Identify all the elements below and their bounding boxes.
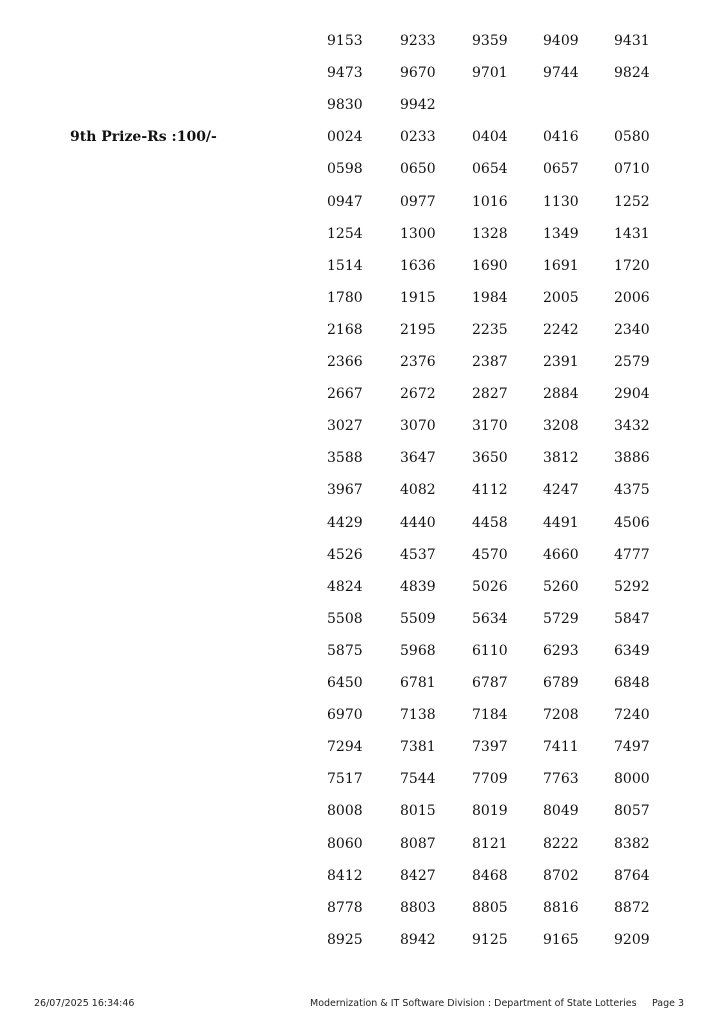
ticket-number: 1780 <box>327 289 363 306</box>
ticket-number: 1691 <box>543 257 579 274</box>
ticket-number: 5875 <box>327 642 363 659</box>
ticket-number: 7208 <box>543 707 579 724</box>
ticket-number: 8008 <box>327 803 363 820</box>
number-row <box>0 768 724 800</box>
ticket-number: 2579 <box>614 354 650 370</box>
number-row <box>0 415 724 447</box>
ticket-number: 8816 <box>543 899 579 916</box>
ticket-number: 5634 <box>472 610 508 627</box>
ticket-number: 0654 <box>472 161 508 178</box>
ticket-number: 3588 <box>327 450 363 467</box>
ticket-number: 9744 <box>543 65 579 82</box>
ticket-number: 7294 <box>327 739 363 756</box>
number-row <box>0 255 724 287</box>
ticket-number: 8702 <box>543 867 579 884</box>
number-row <box>0 704 724 736</box>
ticket-number: 6789 <box>543 675 579 691</box>
ticket-number: 3170 <box>472 418 508 435</box>
ticket-number: 0580 <box>614 129 650 146</box>
ticket-number: 8803 <box>400 899 436 916</box>
number-row <box>0 640 724 672</box>
number-row <box>0 383 724 415</box>
footer-page-number: Page 3 <box>652 998 685 1009</box>
number-row <box>0 94 724 126</box>
number-row <box>0 351 724 383</box>
number-row <box>0 512 724 544</box>
ticket-number: 4777 <box>614 546 650 563</box>
number-row <box>0 865 724 897</box>
ticket-number: 8412 <box>327 867 363 884</box>
ticket-number: 1300 <box>400 225 436 242</box>
ticket-number: 4458 <box>472 514 508 531</box>
ticket-number: 8019 <box>472 803 508 820</box>
number-row <box>0 191 724 223</box>
number-row <box>0 672 724 704</box>
ticket-number: 8778 <box>327 899 363 916</box>
number-row <box>0 447 724 479</box>
ticket-number: 6787 <box>472 675 508 691</box>
ticket-number: 8121 <box>472 835 508 852</box>
ticket-number: 0404 <box>472 129 508 146</box>
ticket-number: 9431 <box>614 33 650 49</box>
ticket-number: 3967 <box>327 482 363 499</box>
ticket-number: 3647 <box>400 450 436 467</box>
ticket-number: 6293 <box>543 642 579 659</box>
ticket-number: 7411 <box>543 739 579 756</box>
ticket-number: 9153 <box>327 33 363 49</box>
number-row <box>0 319 724 351</box>
ticket-number: 2366 <box>327 354 363 370</box>
ticket-number: 2884 <box>543 386 579 403</box>
number-row <box>0 800 724 832</box>
number-row <box>0 833 724 865</box>
ticket-number: 4506 <box>614 514 650 531</box>
ticket-number: 4491 <box>543 514 579 531</box>
ticket-number: 7517 <box>327 771 363 788</box>
ticket-number: 5847 <box>614 610 650 627</box>
ticket-number: 4375 <box>614 482 650 499</box>
ticket-number: 2672 <box>400 386 436 403</box>
ticket-number: 8764 <box>614 867 650 884</box>
ticket-number: 2005 <box>543 289 579 306</box>
ticket-number: 3886 <box>614 450 650 467</box>
ticket-number: 0977 <box>400 193 436 210</box>
ticket-number: 4660 <box>543 546 579 563</box>
number-row <box>0 736 724 768</box>
ticket-number: 1514 <box>327 257 363 274</box>
ticket-number: 8942 <box>400 931 436 948</box>
ticket-number: 8015 <box>400 803 436 820</box>
ticket-number: 2904 <box>614 386 650 403</box>
ticket-number: 1915 <box>400 289 436 306</box>
ticket-number: 1349 <box>543 225 579 242</box>
ticket-number: 7544 <box>400 771 436 788</box>
ticket-number: 8805 <box>472 899 508 916</box>
ticket-number: 9830 <box>327 97 363 114</box>
ticket-number: 2667 <box>327 386 363 403</box>
ticket-number: 5968 <box>400 642 436 659</box>
ticket-number: 4824 <box>327 578 363 595</box>
ticket-number: 5509 <box>400 610 436 627</box>
number-row <box>0 608 724 640</box>
number-row <box>0 287 724 319</box>
ticket-number: 8382 <box>614 835 650 852</box>
footer-datetime: 26/07/2025 16:34:46 <box>34 998 135 1009</box>
ticket-number: 1636 <box>400 257 436 274</box>
ticket-number: 1984 <box>472 289 508 306</box>
number-row <box>0 929 724 961</box>
ticket-number: 1254 <box>327 225 363 242</box>
ticket-number: 2168 <box>327 321 363 338</box>
ticket-number: 8087 <box>400 835 436 852</box>
ticket-number: 1252 <box>614 193 650 210</box>
ticket-number: 0416 <box>543 129 579 146</box>
ticket-number: 8000 <box>614 771 650 788</box>
ticket-number: 1130 <box>543 193 579 210</box>
ticket-number: 6848 <box>614 675 650 691</box>
number-row <box>0 30 724 62</box>
ticket-number: 0598 <box>327 161 363 178</box>
ticket-number: 2827 <box>472 386 508 403</box>
ticket-number: 2242 <box>543 321 579 338</box>
ticket-number: 1720 <box>614 257 650 274</box>
ticket-number: 3812 <box>543 450 579 467</box>
ticket-number: 0947 <box>327 193 363 210</box>
ticket-number: 5292 <box>614 578 650 595</box>
ticket-number: 0650 <box>400 161 436 178</box>
ticket-number: 8060 <box>327 835 363 852</box>
ticket-number: 6450 <box>327 675 363 691</box>
ticket-number: 8427 <box>400 867 436 884</box>
ticket-number: 7184 <box>472 707 508 724</box>
ticket-number: 4082 <box>400 482 436 499</box>
ticket-number: 9233 <box>400 33 436 49</box>
ticket-number: 8925 <box>327 931 363 948</box>
ticket-number: 0710 <box>614 161 650 178</box>
number-row <box>0 158 724 190</box>
number-row <box>0 897 724 929</box>
ticket-number: 7138 <box>400 707 436 724</box>
number-row <box>0 62 724 94</box>
ticket-number: 0233 <box>400 129 436 146</box>
ticket-number: 5260 <box>543 578 579 595</box>
ticket-number: 6781 <box>400 675 436 691</box>
number-row <box>0 576 724 608</box>
ticket-number: 7709 <box>472 771 508 788</box>
number-row <box>0 479 724 511</box>
ticket-number: 4526 <box>327 546 363 563</box>
ticket-number: 2340 <box>614 321 650 338</box>
ticket-number: 9670 <box>400 65 436 82</box>
ticket-number: 4570 <box>472 546 508 563</box>
ticket-number: 8049 <box>543 803 579 820</box>
ticket-number: 4537 <box>400 546 436 563</box>
ticket-number: 3208 <box>543 418 579 435</box>
ticket-number: 9409 <box>543 33 579 49</box>
ticket-number: 7397 <box>472 739 508 756</box>
ticket-number: 5508 <box>327 610 363 627</box>
ticket-number: 1328 <box>472 225 508 242</box>
page-footer <box>0 998 724 1016</box>
ticket-number: 9125 <box>472 931 508 948</box>
ticket-number: 8057 <box>614 803 650 820</box>
ticket-number: 1016 <box>472 193 508 210</box>
ticket-number: 3650 <box>472 450 508 467</box>
ticket-number: 6110 <box>472 642 508 659</box>
ticket-number: 9942 <box>400 97 436 114</box>
ticket-number: 9209 <box>614 931 650 948</box>
ticket-number: 6349 <box>614 642 650 659</box>
ticket-number: 6970 <box>327 707 363 724</box>
ticket-number: 3432 <box>614 418 650 435</box>
ticket-number: 9824 <box>614 65 650 82</box>
prize-label: 9th Prize-Rs :100/- <box>70 129 217 146</box>
ticket-number: 8222 <box>543 835 579 852</box>
ticket-number: 5026 <box>472 578 508 595</box>
ticket-number: 2391 <box>543 354 579 370</box>
number-row <box>0 544 724 576</box>
number-row <box>0 223 724 255</box>
ticket-number: 9165 <box>543 931 579 948</box>
ticket-number: 4440 <box>400 514 436 531</box>
ticket-number: 8468 <box>472 867 508 884</box>
ticket-number: 2235 <box>472 321 508 338</box>
ticket-number: 7497 <box>614 739 650 756</box>
ticket-number: 3027 <box>327 418 363 435</box>
ticket-number: 0657 <box>543 161 579 178</box>
ticket-number: 7763 <box>543 771 579 788</box>
ticket-number: 8872 <box>614 899 650 916</box>
ticket-number: 1690 <box>472 257 508 274</box>
ticket-number: 9473 <box>327 65 363 82</box>
ticket-number: 5729 <box>543 610 579 627</box>
ticket-number: 2376 <box>400 354 436 370</box>
ticket-number: 4429 <box>327 514 363 531</box>
ticket-number: 9359 <box>472 33 508 49</box>
ticket-number: 2195 <box>400 321 436 338</box>
ticket-number: 0024 <box>327 129 363 146</box>
ticket-number: 2387 <box>472 354 508 370</box>
ticket-number: 2006 <box>614 289 650 306</box>
ticket-number: 1431 <box>614 225 650 242</box>
ticket-number: 9701 <box>472 65 508 82</box>
ticket-number: 4112 <box>472 482 508 499</box>
ticket-number: 7240 <box>614 707 650 724</box>
ticket-number: 4247 <box>543 482 579 499</box>
number-row <box>0 126 724 158</box>
ticket-number: 4839 <box>400 578 436 595</box>
ticket-number: 3070 <box>400 418 436 435</box>
footer-organization: Modernization & IT Software Division : Department of State Lotteries <box>310 998 637 1009</box>
ticket-number: 7381 <box>400 739 436 756</box>
